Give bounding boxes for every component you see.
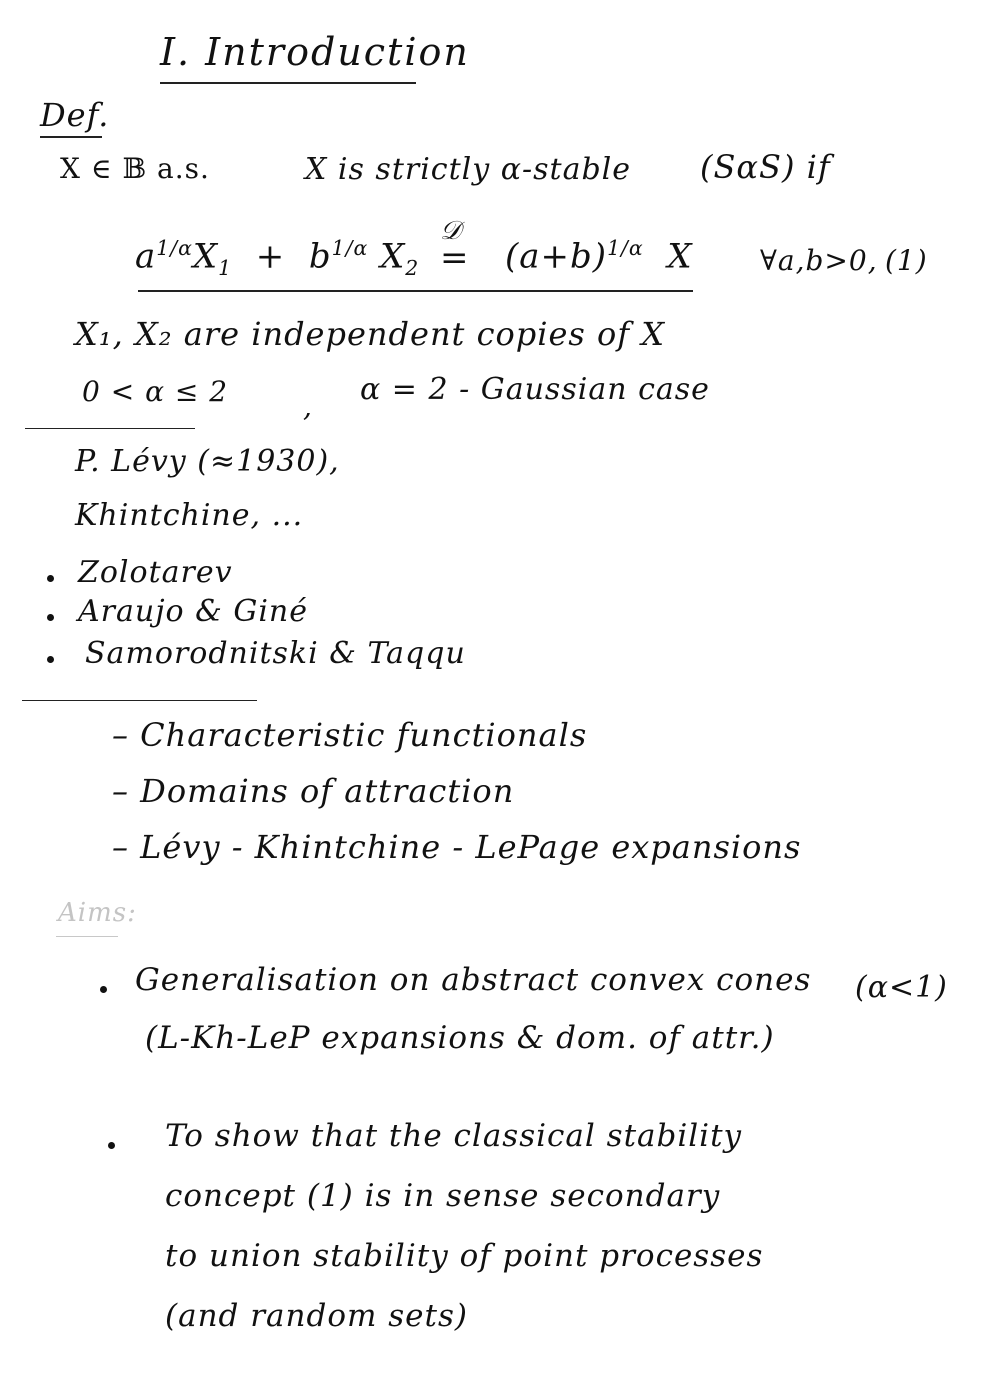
definition-abbrev: (SαS) if	[700, 148, 831, 186]
eq-distribution-symbol: 𝒟	[440, 216, 462, 246]
eq-sub2: 2	[405, 256, 420, 281]
title-underline	[160, 82, 416, 84]
aim-2-line-1: To show that the classical stability	[165, 1118, 743, 1154]
eq-coefficient-b: b	[308, 236, 332, 277]
topic-item: – Domains of attraction	[112, 772, 515, 810]
aim-2-line-2: concept (1) is in sense secondary	[165, 1178, 721, 1214]
aim-bullet-1	[100, 986, 107, 993]
eq-coefficient-a: a	[135, 236, 157, 277]
section-divider-2	[22, 700, 257, 701]
reference-bullet-3	[47, 656, 54, 663]
eq-x2: X	[380, 236, 406, 277]
eq-x1: X	[192, 236, 219, 277]
topic-item: – Characteristic functionals	[112, 716, 588, 754]
eq-exponent-a: 1/α	[156, 236, 193, 260]
eq-quantifier: ∀a,b>0,	[760, 244, 878, 277]
reference-item: Zolotarev	[78, 555, 233, 590]
aim-1-note: (α<1)	[855, 970, 948, 1005]
history-khintchine: Khintchine, ...	[75, 498, 304, 533]
reference-item: Samorodnitski & Taqqu	[85, 636, 466, 671]
reference-bullet-1	[47, 575, 54, 582]
aim-1-line-2: (L-Kh-LeP expansions & dom. of attr.)	[145, 1020, 775, 1056]
section-divider-1	[25, 428, 195, 429]
history-levy: P. Lévy (≈1930),	[75, 444, 340, 479]
definition-label-underline	[40, 136, 102, 138]
definition-label: Def.	[40, 96, 110, 134]
definition-statement-left: X ∈ 𝔹 a.s.	[60, 152, 210, 185]
reference-item: Araujo & Giné	[78, 594, 308, 629]
eq-number: (1)	[885, 244, 928, 277]
range-separator: ,	[303, 390, 313, 423]
aims-label: Aims:	[58, 898, 137, 928]
eq-exponent-b: 1/α	[331, 236, 369, 260]
aims-underline	[56, 936, 118, 937]
eq-rhs	[505, 236, 693, 276]
eq-equals: =	[440, 238, 470, 278]
aim-2-line-4: (and random sets)	[165, 1298, 468, 1334]
topic-item: – Lévy - Khintchine - LePage expansions	[112, 828, 802, 866]
eq-rhs-sum: (a+b)	[505, 236, 608, 277]
gaussian-case-text: α = 2 - Gaussian case	[360, 372, 710, 407]
eq-plus: +	[255, 236, 286, 277]
aim-2-line-3: to union stability of point processes	[165, 1238, 764, 1274]
alpha-range: 0 < α ≤ 2	[82, 375, 229, 408]
aim-bullet-2	[108, 1142, 115, 1149]
eq-rhs-exponent: 1/α	[607, 236, 644, 260]
eq-rhs-x: X	[667, 236, 693, 277]
page-title: I. Introduction	[160, 30, 470, 74]
independent-copies-text: X₁, X₂ are independent copies of X	[75, 315, 666, 353]
reference-bullet-2	[47, 614, 54, 621]
eq-sub1: 1	[218, 256, 233, 281]
stability-equation	[135, 236, 419, 280]
aim-1-line-1: Generalisation on abstract convex cones	[135, 962, 812, 998]
definition-statement-right: X is strictly α-stable	[305, 152, 632, 187]
equation-underline	[138, 290, 693, 292]
